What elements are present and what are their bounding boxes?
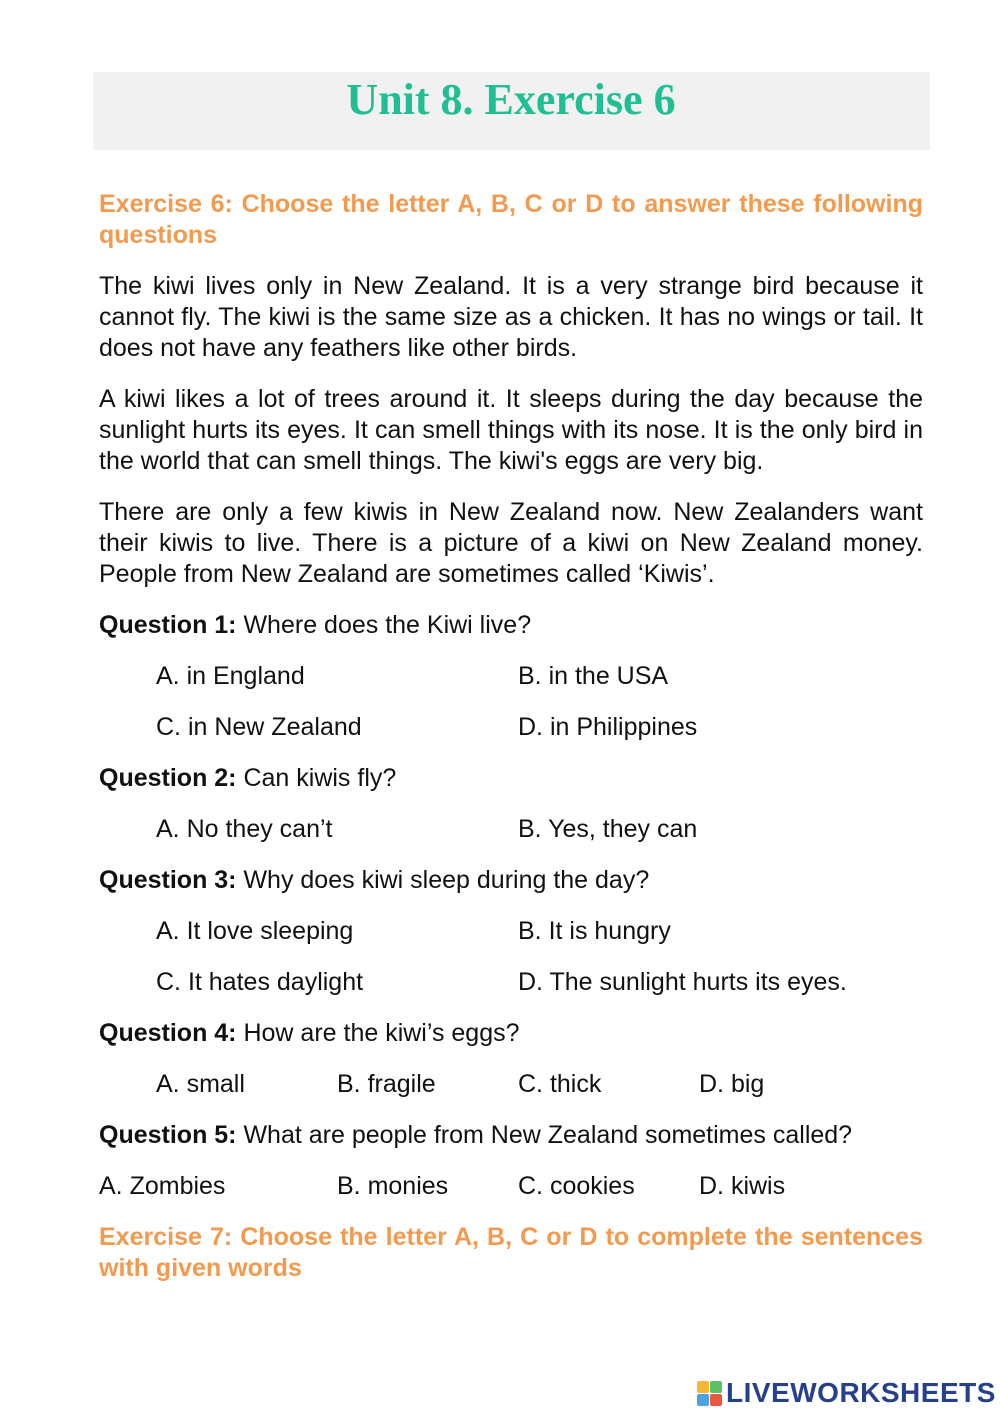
question-text: How are the kiwi’s eggs?: [236, 1019, 520, 1047]
logo-mark-tile: [710, 1394, 722, 1406]
question-text: What are people from New Zealand sometimes called?: [236, 1121, 853, 1149]
exercise-7-heading: Exercise 7: Choose the letter A, B, C or D to complete the sentences with given words: [99, 1223, 923, 1282]
option-d[interactable]: D. big: [699, 1070, 765, 1098]
option-a[interactable]: A. No they can’t: [156, 815, 333, 843]
reading-paragraph: The kiwi lives only in New Zealand. It is a very strange bird because it cannot fly. The kiwi is the same size as a chicken. It has no wings or tail. It does not have any feathers like other birds.: [99, 272, 923, 362]
options-row: [99, 967, 923, 998]
question-5: [99, 1120, 923, 1151]
question-1: [99, 610, 923, 641]
liveworksheets-logo: [697, 1377, 996, 1409]
options-row: [99, 712, 923, 743]
option-c[interactable]: C. cookies: [518, 1172, 635, 1200]
reading-paragraph: There are only a few kiwis in New Zealand now. New Zealanders want their kiwis to live. There is a picture of a kiwi on New Zealand money. People from New Zealand are sometimes called ‘Kiwis’.: [99, 498, 923, 588]
option-a[interactable]: A. in England: [156, 662, 305, 690]
option-a[interactable]: A. It love sleeping: [156, 917, 354, 945]
question-text: Why does kiwi sleep during the day?: [236, 866, 650, 894]
logo-mark-tile: [710, 1381, 722, 1393]
question-label: Question 4:: [99, 1019, 237, 1047]
worksheet-content: [99, 189, 923, 1284]
option-a[interactable]: A. Zombies: [99, 1172, 226, 1200]
question-2: [99, 763, 923, 794]
question-text: Can kiwis fly?: [236, 764, 397, 792]
option-c[interactable]: C. in New Zealand: [156, 713, 362, 741]
question-label: Question 5:: [99, 1121, 237, 1149]
question-label: Question 1:: [99, 611, 237, 639]
option-d[interactable]: D. The sunlight hurts its eyes.: [518, 968, 847, 996]
question-3: [99, 865, 923, 896]
option-b[interactable]: B. It is hungry: [518, 917, 671, 945]
question-4: [99, 1018, 923, 1049]
logo-text: LIVEWORKSHEETS: [726, 1377, 996, 1408]
question-label: Question 2:: [99, 764, 237, 792]
page-title: Unit 8. Exercise 6: [346, 75, 676, 124]
option-d[interactable]: D. kiwis: [699, 1172, 786, 1200]
option-b[interactable]: B. Yes, they can: [518, 815, 698, 843]
option-d[interactable]: D. in Philippines: [518, 713, 698, 741]
option-c[interactable]: C. thick: [518, 1070, 602, 1098]
options-row: [99, 1171, 923, 1202]
option-c[interactable]: C. It hates daylight: [156, 968, 364, 996]
option-b[interactable]: B. in the USA: [518, 662, 669, 690]
options-row: [99, 1069, 923, 1100]
options-row: [99, 661, 923, 692]
question-text: Where does the Kiwi live?: [236, 611, 532, 639]
reading-paragraph: A kiwi likes a lot of trees around it. It sleeps during the day because the sunlight hurts its eyes. It can smell things with its nose. It is the only bird in the world that can smell things. The kiwi's eggs are very big.: [99, 385, 923, 475]
logo-mark-tile: [697, 1394, 709, 1406]
option-b[interactable]: B. fragile: [337, 1070, 436, 1098]
question-label: Question 3:: [99, 866, 237, 894]
options-row: [99, 814, 923, 845]
exercise-6-heading: Exercise 6: Choose the letter A, B, C or D to answer these following questions: [99, 190, 923, 249]
logo-mark-icon: [697, 1381, 722, 1406]
logo-mark-tile: [697, 1381, 709, 1393]
option-b[interactable]: B. monies: [337, 1172, 449, 1200]
options-row: [99, 916, 923, 947]
option-a[interactable]: A. small: [156, 1070, 245, 1098]
